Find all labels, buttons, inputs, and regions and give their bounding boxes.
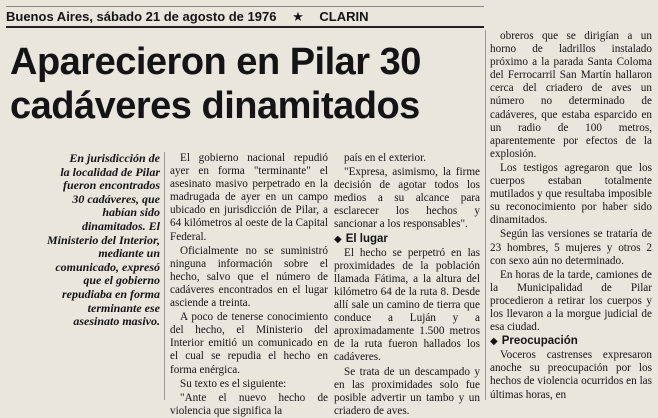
body-column-2 (170, 152, 328, 417)
paragraph: "Ante el nuevo hecho de violencia que significa la (170, 391, 328, 417)
body-column-3 (334, 152, 480, 417)
lede-line: 30 cadáveres, que (72, 191, 160, 206)
dateline-rule (6, 26, 484, 28)
column-divider (485, 30, 486, 400)
headline (10, 40, 478, 128)
diamond-bullet-icon: ◆ (334, 233, 342, 245)
headline-line-2: cadáveres dinamitados (10, 85, 420, 127)
paragraph: Oficialmente no se suministró ninguna información sobre el hecho, salvo que el número de cadáveres encontrados en el lugar asciende a treinta. (170, 244, 328, 310)
dateline-date: Buenos Aires, sábado 21 de agosto de 1976 (6, 9, 277, 24)
lede-line: mediante un (98, 246, 160, 261)
dateline-star-icon: ★ (292, 9, 304, 24)
body-column-4 (490, 30, 652, 400)
lede-line: repudiaba en forma (61, 286, 160, 301)
lede-line: comunicado, expresó (55, 259, 160, 274)
lede-column (10, 152, 160, 400)
paragraph: Se trata de un descampado y en las proximidades solo fue posible advertir un tambo y un criadero de aves. (334, 365, 480, 417)
column-divider (164, 152, 165, 400)
subhead-text: Preocupación (501, 335, 578, 348)
lede-line: dinamitados. El (81, 218, 160, 233)
paragraph: Su texto es el siguiente: (180, 377, 287, 390)
paragraph: El hecho se perpetró en las proximidades de la población llamada Fátima, a la altura del kilómetro 64 de la ruta 8. Desde allí sale un camino de tierra que conduce a Luján y a aproximadamente 1.500 metros de la ruta fueron hallados los cadáveres. (334, 246, 480, 364)
lede-line: En jurisdicción de (69, 151, 160, 165)
subhead-text: El lugar (345, 232, 388, 245)
lede-line: terminante ese (87, 300, 160, 315)
subhead-preocupacion (490, 335, 652, 348)
lede-line: que el gobierno (83, 273, 160, 288)
lede-line: la localidad de Pilar (60, 164, 160, 179)
headline-line-1: Aparecieron en Pilar 30 (10, 41, 421, 83)
paragraph: El gobierno nacional repudió ayer en forma "terminante" el asesinato masivo perpetrado en la madrugada de ayer en un campo ubicado en jurisdicción de Pilar, a 64 kilómetros al oeste de la Capital Federal. (170, 152, 328, 243)
masthead-name: CLARIN (319, 9, 369, 24)
dateline (6, 6, 484, 28)
lede-line: fueron encontrados (62, 178, 160, 193)
paragraph: "Expresa, asimismo, la firme decisión de agotar todos los medios a su alcance para esclarecer los hechos y sancionar a los responsables". (334, 166, 480, 231)
paragraph: Según las versiones se trataría de 23 hombres, 5 mujeres y otros 2 con sexo aún no determinado. (490, 228, 652, 267)
diamond-bullet-icon: ◆ (490, 336, 498, 348)
paragraph: Los testigos agregaron que los cuerpos estaban totalmente mutilados y que resultaba imposible su reconocimiento por haber sido dinamitados. (490, 161, 652, 227)
paragraph: obreros que se dirigían a un horno de ladrillos instalado próximo a la parada Santa Coloma del Ferrocarril San Martín hallaron cerca del criadero de aves un número no determinado de cadáveres, que estaba esparcido en un radio de 100 metros, aparentemente por efectos de la explosión. (490, 30, 652, 160)
lede-line: Ministerio del Interior, (46, 232, 160, 247)
paragraph: A poco de tenerse conocimiento del hecho, el Ministerio del Interior emitió un comunicado en el cual se repudia el hecho en forma enérgica. (170, 311, 328, 376)
lede-line: asesinato masivo. (73, 314, 160, 329)
paragraph: En horas de la tarde, camiones de la Municipalidad de Pilar procedieron a retirar los cuerpos y los llevaron a la morgue judicial de esa ciudad. (490, 268, 652, 334)
paragraph: Voceros castrenses expresaron anoche su preocupación por los hechos de violencia ocurridos en las últimas horas, en (490, 349, 652, 401)
paragraph: país en el exterior. (344, 152, 427, 164)
subhead-el-lugar (334, 233, 480, 246)
dateline-top-rule (6, 6, 484, 10)
lede-line: habían sido (102, 205, 160, 220)
